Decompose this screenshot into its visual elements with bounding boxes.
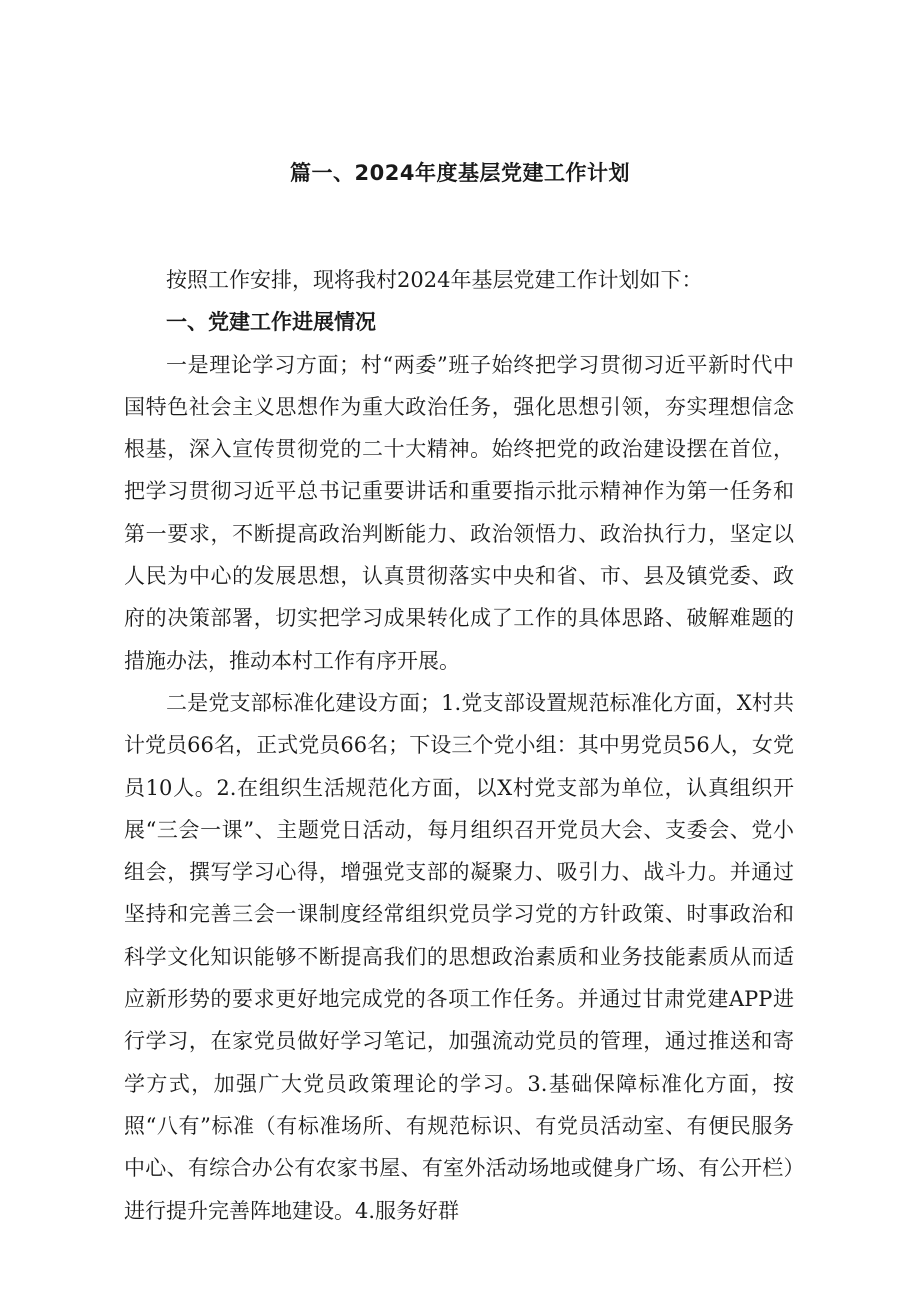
intro-paragraph: 按照工作安排，现将我村2024年基层党建工作计划如下： bbox=[166, 268, 703, 292]
section-heading: 一、党建工作进展情况 bbox=[166, 310, 376, 335]
document-title: 篇一、2024年度基层党建工作计划 bbox=[290, 161, 630, 185]
paragraph-theory-study: 一是理论学习方面；村“两委”班子始终把学习贯彻习近平新时代中国特色社会主义思想作为重大政治任务，强化思想引领，夯实理想信念根基，深入宣传贯彻党的二十大精神。始终把党的政治建设摆在首位，把学习贯彻习近平总书记重要讲话和重要指示批示精神作为第一任务和第一要求，不断提高政治判断能力、政治领悟力、政治执行力，坚定以人民为中心的发展思想，认真贯彻落实中央和省、市、县及镇党委、政府的决策部署，切实把学习成果转化成了工作的具体思路、破解难题的措施办法，推动本村工作有序开展。 bbox=[124, 352, 794, 673]
document-body bbox=[124, 259, 794, 1232]
paragraph-branch-standardization: 二是党支部标准化建设方面；1.党支部设置规范标准化方面，X村共计党员66名，正式党员66名；下设三个党小组：其中男党员56人，女党员10人。2.在组织生活规范化方面，以X村党支部为单位，认真组织开展“三会一课”、主题党日活动，每月组织召开党员大会、支委会、党小组会，撰写学习心得，增强党支部的凝聚力、吸引力、战斗力。并通过坚持和完善三会一课制度经常组织党员学习党的方针政策、时事政治和科学文化知识能够不断提高我们的思想政治素质和业务技能素质从而适应新形势的要求更好地完成党的各项工作任务。并通过甘肃党建APP进行学习，在家党员做好学习笔记，加强流动党员的管理，通过推送和寄学方式，加强广大党员政策理论的学习。3.基础保障标准化方面，按照“八有”标准（有标准场所、有规范标识、有党员活动室、有便民服务中心、有综合办公有农家书屋、有室外活动场地或健身广场、有公开栏）进行提升完善阵地建设。4.服务好群 bbox=[124, 690, 794, 1223]
